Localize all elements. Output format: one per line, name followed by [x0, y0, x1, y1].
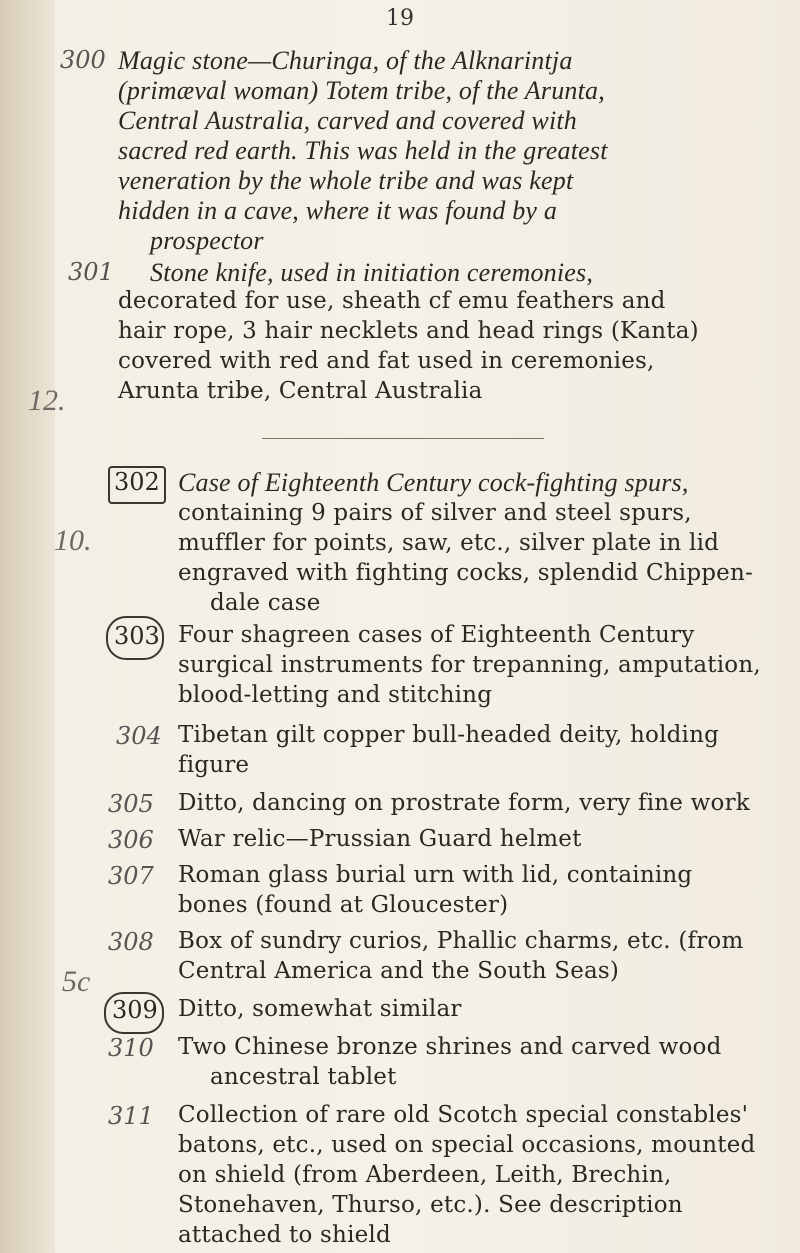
lot-text-line: Roman glass burial urn with lid, containing [178, 862, 693, 888]
lot-text-line: Central Australia, carved and covered with [118, 106, 578, 135]
lot-text-line: decorated for use, sheath cf emu feathers and [118, 288, 666, 314]
lot-text-line: ancestral tablet [210, 1064, 397, 1090]
lot-text-line: Central America and the South Seas) [178, 958, 620, 984]
lot-text-line: prospector [150, 226, 264, 255]
lot-number: 307 [108, 862, 154, 890]
lot-text-line: Magic stone—Churinga, of the Alknarintja [118, 46, 573, 75]
lot-text-line: batons, etc., used on special occasions, mounted [178, 1132, 756, 1158]
lot-number: 310 [108, 1034, 154, 1062]
lot-text-line: figure [178, 752, 250, 778]
lot-text-line: on shield (from Aberdeen, Leith, Brechin, [178, 1162, 672, 1188]
lot-text-line: hidden in a cave, where it was found by a [118, 196, 558, 225]
lot-text-line: covered with red and fat used in ceremonies, [118, 348, 655, 374]
lot-text-line: Case of Eighteenth Century cock-fighting spurs, [178, 468, 689, 497]
lot-number: 303 [114, 622, 160, 650]
page-number: 19 [386, 6, 414, 31]
margin-annotation-303: 10. [54, 524, 92, 557]
lot-text-line: containing 9 pairs of silver and steel spurs, [178, 500, 692, 526]
lot-text-line: dale case [210, 590, 321, 616]
lot-text-line: hair rope, 3 hair necklets and head rings (Kanta) [118, 318, 699, 344]
lot-number: 311 [108, 1102, 154, 1130]
lot-text-line: Arunta tribe, Central Australia [118, 378, 483, 404]
lot-text-line: War relic—Prussian Guard helmet [178, 826, 582, 852]
lot-number: 302 [114, 468, 160, 496]
lot-text-line: blood-letting and stitching [178, 682, 493, 708]
lot-text-line: Tibetan gilt copper bull-headed deity, holding [178, 722, 720, 748]
lot-number: 301 [68, 258, 114, 286]
lot-text-line: bones (found at Gloucester) [178, 892, 509, 918]
lot-text-line: veneration by the whole tribe and was kept [118, 166, 574, 195]
lot-number: 306 [108, 826, 154, 854]
lot-text-line: surgical instruments for trepanning, amputation, [178, 652, 761, 678]
lot-number: 304 [116, 722, 162, 750]
margin-annotation-309: 5c [62, 965, 91, 998]
margin-annotation-302: 12. [28, 384, 66, 417]
page-gutter [0, 0, 55, 1253]
lot-text-line: attached to shield [178, 1222, 391, 1248]
lot-text-line: engraved with fighting cocks, splendid Chippen- [178, 560, 753, 586]
lot-text-line: Ditto, dancing on prostrate form, very fine work [178, 790, 750, 816]
section-divider [262, 438, 544, 439]
lot-number: 308 [108, 928, 154, 956]
lot-text-line: muffler for points, saw, etc., silver plate in lid [178, 530, 720, 556]
lot-text-line: Two Chinese bronze shrines and carved wood [178, 1034, 722, 1060]
lot-number: 309 [112, 996, 158, 1024]
lot-text-line: Four shagreen cases of Eighteenth Century [178, 622, 695, 648]
lot-text-line: Stonehaven, Thurso, etc.). See description [178, 1192, 683, 1218]
lot-text-line: Ditto, somewhat similar [178, 996, 462, 1022]
lot-number: 305 [108, 790, 154, 818]
lot-text-line: Stone knife, used in initiation ceremonies, [150, 258, 594, 287]
lot-text-line: sacred red earth. This was held in the greatest [118, 136, 608, 165]
lot-number: 300 [60, 46, 106, 74]
lot-text-line: Box of sundry curios, Phallic charms, etc. (from [178, 928, 744, 954]
lot-text-line: Collection of rare old Scotch special constables' [178, 1102, 749, 1128]
lot-text-line: (primæval woman) Totem tribe, of the Arunta, [118, 76, 605, 105]
